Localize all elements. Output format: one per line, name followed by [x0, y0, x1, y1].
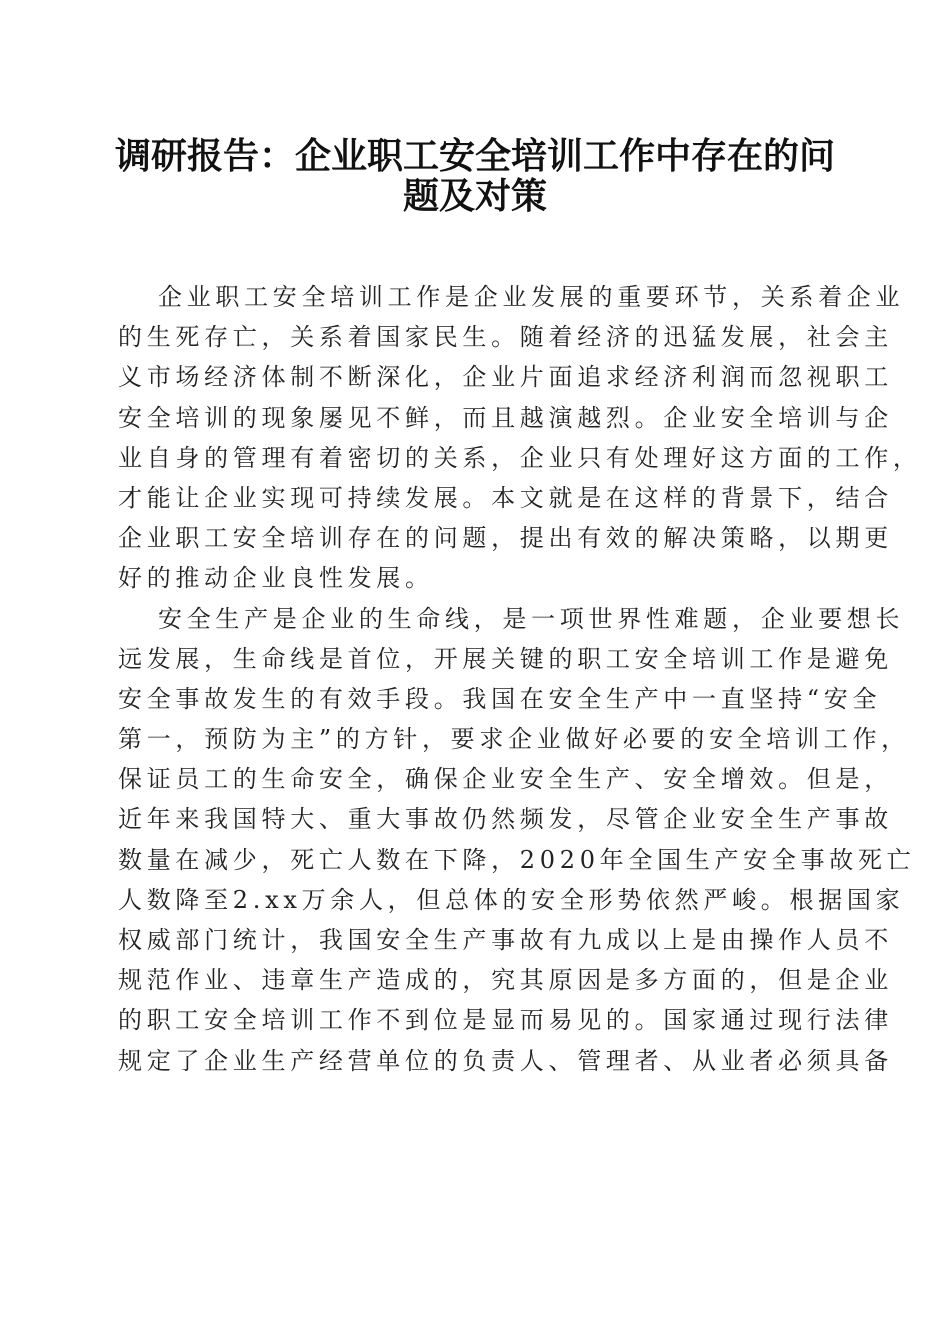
title-line: 调研报告：企业职工安全培训工作中存在的问 [114, 135, 835, 177]
text-line: 安全事故发生的有效手段。我国在安全生产中一直坚持“安全 [118, 684, 882, 713]
paragraph-1 [118, 277, 922, 599]
text-line: 义市场经济体制不断深化，企业片面追求经济利润而忽视职工 [118, 363, 893, 392]
text-line: 企业职工安全培训存在的问题，提出有效的解决策略，以期更 [118, 524, 893, 553]
text-line: 的生死存亡，关系着国家民生。随着经济的迅猛发展，社会主 [118, 323, 893, 352]
text-line: 远发展，生命线是首位，开展关键的职工安全培训工作是避免 [118, 644, 893, 673]
text-line: 安全培训的现象屡见不鲜，而且越演越烈。企业安全培训与企 [118, 403, 893, 432]
text-line: 第一，预防为主”的方针，要求企业做好必要的安全培训工作， [118, 725, 910, 754]
text-line: 的职工安全培训工作不到位是显而易见的。国家通过现行法律 [118, 1006, 893, 1035]
text-line: 好的推动企业良性发展。 [118, 564, 434, 593]
text-line: 安全生产是企业的生命线，是一项世界性难题，企业要想长 [158, 604, 905, 633]
text-line: 业自身的管理有着密切的关系，企业只有处理好这方面的工作， [118, 443, 922, 472]
document-title [100, 134, 850, 218]
text-line: 权威部门统计，我国安全生产事故有九成以上是由操作人员不 [118, 926, 893, 954]
text-line: 人数降至2.xx万余人，但总体的安全形势依然严峻。根据国家 [118, 885, 905, 914]
title-line: 题及对策 [402, 175, 547, 218]
text-line: 近年来我国特大、重大事故仍然频发，尽管企业安全生产事故 [118, 805, 893, 834]
text-line: 保证员工的生命安全，确保企业安全生产、安全增效。但是， [118, 765, 893, 794]
text-line: 数量在减少，死亡人数在下降，2020年全国生产安全事故死亡 [118, 845, 916, 874]
text-line: 才能让企业实现可持续发展。本文就是在这样的背景下，结合 [118, 483, 893, 512]
paragraph-2 [118, 599, 916, 1081]
text-line: 规定了企业生产经营单位的负责人、管理者、从业者必须具备 [118, 1046, 893, 1075]
text-line: 企业职工安全培训工作是企业发展的重要环节，关系着企业 [158, 283, 905, 311]
text-line: 规范作业、违章生产造成的，究其原因是多方面的，但是企业 [118, 966, 893, 995]
document-body [118, 277, 922, 1081]
